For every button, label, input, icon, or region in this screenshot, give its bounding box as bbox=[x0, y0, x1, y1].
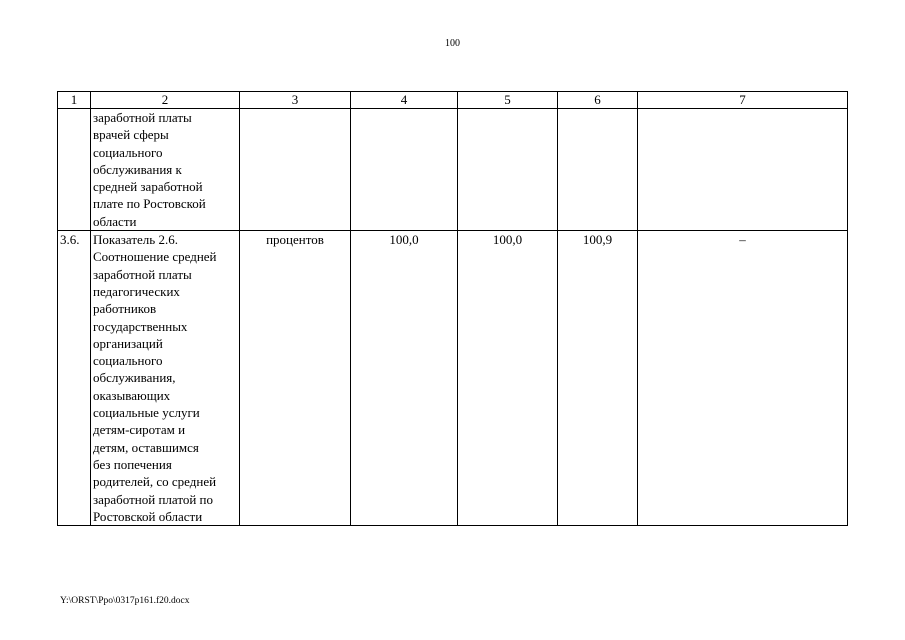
column-header: 4 bbox=[351, 92, 458, 109]
indicator-name-line: плате по Ростовской bbox=[93, 196, 206, 212]
indicator-name-line: Ростовской области bbox=[93, 508, 203, 524]
indicator-name-line: обслуживания, bbox=[93, 370, 176, 386]
indicator-name-line: области bbox=[93, 213, 137, 229]
indicator-name-line: детям-сиротам и bbox=[93, 422, 186, 438]
unit-cell bbox=[240, 109, 351, 231]
indicator-name-line: Показатель 2.6. bbox=[93, 232, 178, 248]
row-number-cell bbox=[58, 109, 91, 231]
column-header: 7 bbox=[638, 92, 848, 109]
indicator-name-line: заработной платы bbox=[93, 110, 192, 125]
indicator-name-line: врачей сферы bbox=[93, 127, 169, 143]
indicators-table bbox=[57, 91, 848, 526]
table-row bbox=[58, 231, 848, 526]
indicator-name-line: педагогических bbox=[93, 283, 180, 299]
indicator-name-cell bbox=[91, 231, 240, 526]
value-cell-7: – bbox=[638, 231, 848, 526]
indicator-name-line: без попечения bbox=[93, 456, 172, 472]
column-header: 2 bbox=[91, 92, 240, 109]
value-cell-6: 100,9 bbox=[558, 231, 638, 526]
indicator-name-line: социального bbox=[93, 144, 163, 160]
indicator-name-line: государственных bbox=[93, 318, 188, 334]
value-cell-4 bbox=[351, 109, 458, 231]
indicator-name-line: обслуживания к bbox=[93, 161, 182, 177]
indicator-name-line: средней заработной bbox=[93, 179, 203, 195]
value-cell-5: 100,0 bbox=[458, 231, 558, 526]
value-cell-4: 100,0 bbox=[351, 231, 458, 526]
indicator-name-line: заработной платы bbox=[93, 266, 192, 282]
column-header: 5 bbox=[458, 92, 558, 109]
value-cell-5 bbox=[458, 109, 558, 231]
column-header: 1 bbox=[58, 92, 91, 109]
unit-cell: процентов bbox=[240, 231, 351, 526]
indicator-name-line: Соотношение средней bbox=[93, 249, 217, 265]
indicator-name-line: оказывающих bbox=[93, 387, 171, 403]
table-row bbox=[58, 109, 848, 231]
value-cell-7 bbox=[638, 109, 848, 231]
row-number-cell: 3.6. bbox=[58, 231, 91, 526]
indicator-name-line: заработной платой по bbox=[93, 491, 214, 507]
column-header: 6 bbox=[558, 92, 638, 109]
indicator-name-line: детям, оставшимся bbox=[93, 439, 199, 455]
table-header-row bbox=[58, 92, 848, 109]
indicator-name-line: социальные услуги bbox=[93, 405, 200, 421]
file-path-footer: Y:\ORST\Ppo\0317p161.f20.docx bbox=[60, 596, 190, 606]
column-header: 3 bbox=[240, 92, 351, 109]
indicator-name-line: родителей, со средней bbox=[93, 474, 217, 490]
page-number: 100 bbox=[445, 38, 460, 49]
indicator-name-line: организаций bbox=[93, 335, 163, 351]
indicator-name-cell bbox=[91, 109, 240, 231]
value-cell-6 bbox=[558, 109, 638, 231]
indicator-name-line: работников bbox=[93, 301, 157, 317]
indicator-name-line: социального bbox=[93, 353, 163, 369]
